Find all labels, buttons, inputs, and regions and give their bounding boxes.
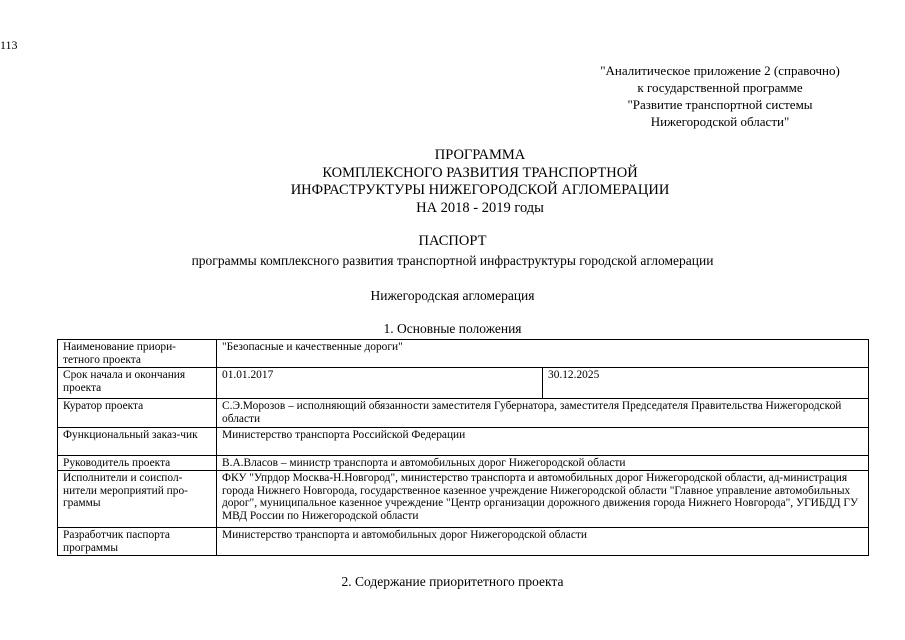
section-1-title: 1. Основные положения xyxy=(383,321,522,336)
table-row xyxy=(58,340,869,368)
row-value: "Безопасные и качественные дороги" xyxy=(217,340,869,368)
page-number: 113 xyxy=(0,38,18,52)
table-row xyxy=(58,471,869,528)
row-value: Министерство транспорта Российской Федерации xyxy=(217,428,869,456)
row-label: Срок начала и окончания проекта xyxy=(58,368,217,399)
agglomeration-name: Нижегородская агломерация xyxy=(370,288,535,303)
table-row xyxy=(58,399,869,428)
title-line-2: КОМПЛЕКСНОГО РАЗВИТИЯ ТРАНСПОРТНОЙ xyxy=(322,164,638,181)
row-label: Куратор проекта xyxy=(58,399,217,428)
passport-table xyxy=(57,339,869,556)
row-value: Министерство транспорта и автомобильных дорог Нижегородской области xyxy=(217,528,869,556)
appendix-line-3: "Развитие транспортной системы xyxy=(627,97,813,112)
passport-subtitle: программы комплексного развития транспортной инфраструктуры городской агломерации xyxy=(191,253,714,268)
row-value: С.Э.Морозов – исполняющий обязанности заместителя Губернатора, заместителя Председателя Правительства Нижегородской области xyxy=(217,399,869,428)
title-line-4: НА 2018 - 2019 годы xyxy=(416,199,544,216)
row-label: Руководитель проекта xyxy=(58,456,217,471)
row-label: Наименование приори-тетного проекта xyxy=(58,340,217,368)
title-line-1: ПРОГРАММА xyxy=(434,147,526,163)
table-row xyxy=(58,456,869,471)
appendix-note xyxy=(560,62,880,130)
appendix-line-4: Нижегородской области" xyxy=(650,114,790,129)
start-date: 01.01.2017 xyxy=(217,368,543,399)
section-2-title: 2. Содержание приоритетного проекта xyxy=(341,574,564,589)
program-title xyxy=(180,147,780,217)
table-row xyxy=(58,528,869,556)
table-row xyxy=(58,428,869,456)
appendix-line-2: к государственной программе xyxy=(637,80,803,95)
appendix-line-1: "Аналитическое приложение 2 (справочно) xyxy=(600,63,840,78)
end-date: 30.12.2025 xyxy=(543,368,869,399)
title-line-3: ИНФРАСТРУКТУРЫ НИЖЕГОРОДСКОЙ АГЛОМЕРАЦИИ xyxy=(290,182,670,198)
row-label: Разработчик паспорта программы xyxy=(58,528,217,556)
row-label: Функциональный заказ-чик xyxy=(58,428,217,456)
row-value: В.А.Власов – министр транспорта и автомобильных дорог Нижегородской области xyxy=(217,456,869,471)
passport-heading: ПАСПОРТ xyxy=(418,233,487,249)
table-row xyxy=(58,368,869,399)
row-label: Исполнители и соиспол-нители мероприятий про-граммы xyxy=(58,471,217,528)
row-value: ФКУ "Упрдор Москва-Н.Новгород", министерство транспорта и автомобильных дорог Нижегородской области, ад-министрация города Нижнего Новгорода, государственное казенное учреждение Нижегородской области "Главное управление автомобильных дорог", муниципальное казенное учреждение "Центр организации дорожного движения города Нижнего Новгорода", УГИБДД ГУ МВД России по Нижегородской области xyxy=(217,471,869,528)
